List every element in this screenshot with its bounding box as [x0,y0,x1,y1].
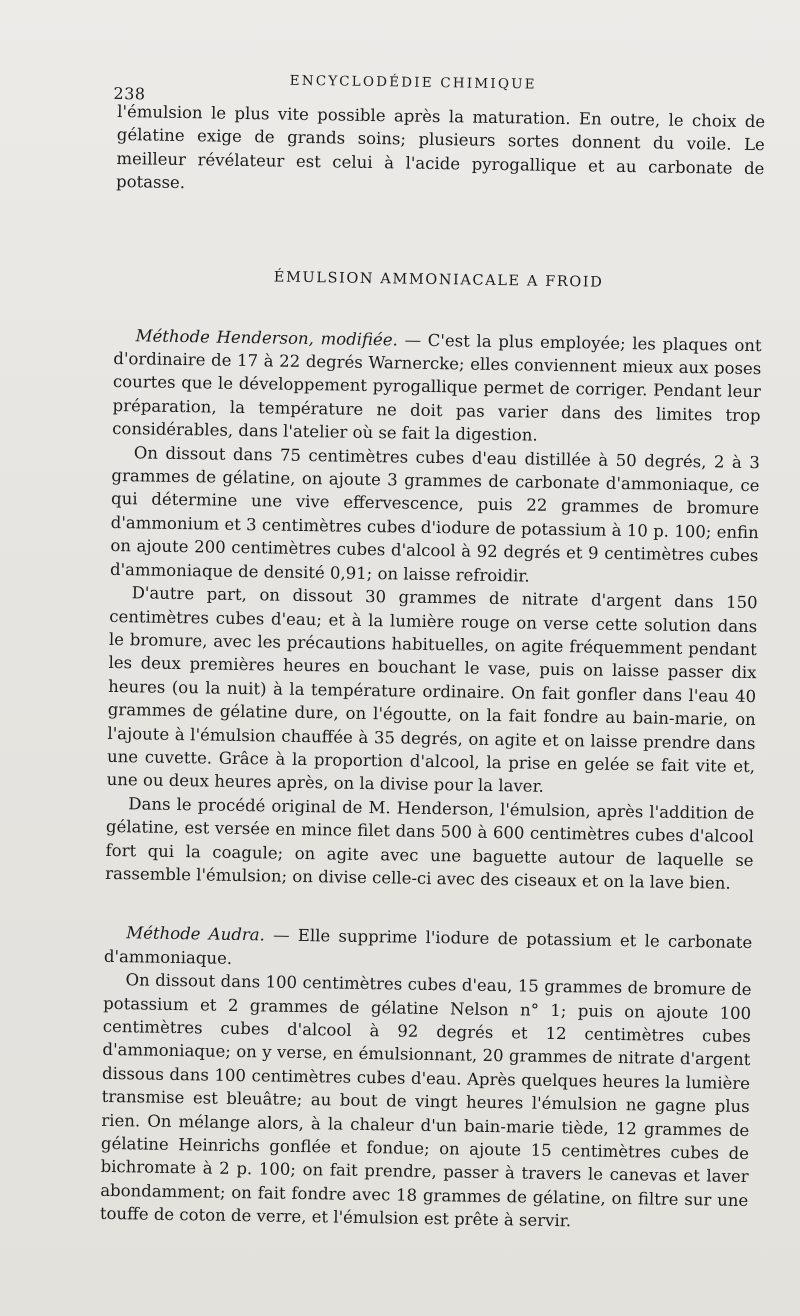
henderson-paragraph-1: On dissout dans 75 centimètres cubes d'eau distillée à 50 degrés, 2 à 3 grammes de gélatine, on ajoute 3 grammes de carbonate d'ammoniaque, ce qui détermine une vive effervescence, puis 22 grammes de bromure d'ammonium et 3 centimètres cubes d'iodure de potassium à 10 p. 100; enfin on ajoute 200 centimètres cubes d'alcool à 92 degrés et 9 centimètres cubes d'ammoniaque de densité 0,91; on laisse refroidir. [109,442,760,586]
audra-method-name: Méthode Audra. [126,923,265,945]
book-page [100,62,766,1236]
henderson-intro-paragraph [112,324,762,451]
henderson-paragraph-2: D'autre part, on dissout 30 grammes de nitrate d'argent dans 150 centimètres cubes d'eau; et à la lumière rouge on verse cette solution dans le bromure, avec les précautions habituelles, on agite fréquemment pendant les deux premières heures en bouchant le vase, puis on laisse passer dix heures (ou la nuit) à la température ordinaire. On fait gonfler dans l'eau 40 grammes de gélatine dure, on l'égoutte, on la fait fondre au bain-marie, on l'ajoute à l'émulsion chauffée à 35 degrés, on agite et on laisse prendre dans une cuvette. Grâce à la proportion d'alcool, la prise en gelée se fait vite et, une ou deux heures après, on la divise pour la laver. [106,583,758,797]
page-number: 238 [113,83,146,104]
running-title: ENCYCLODÉDIE CHIMIQUE [289,72,537,93]
audra-intro-text: — Elle supprime l'iodure de potassium et le carbonate d'ammoniaque. [103,925,753,968]
audra-paragraph-1: On dissout dans 100 centimètres cubes d'eau, 15 grammes de bromure de potassium et 2 grammes de gélatine Nelson n° 1; puis on ajoute 100 centimètres cubes d'alcool à 92 degrés et 12 centimètres cubes d'ammoniaque; on y verse, en émulsionnant, 20 grammes de nitrate d'argent dissous dans 100 centimètres cubes d'eau. Après quelques heures la lumière transmise est bleuâtre; au bout de vingt heures l'émulsion ne gagne plus rien. On mélange alors, à la chaleur d'un bain-marie tiède, 12 grammes de gélatine Heinrichs gonflée et fondue; on ajoute 15 centimètres cubes de bichromate à 2 p. 100; on fait prendre, passer à travers le canevas et laver abondamment; on fait fondre avec 18 grammes de gélatine, on filtre sur une touffe de coton de verre, et l'émulsion est prête à servir. [99,970,752,1231]
henderson-intro-text: — C'est la plus employée; les plaques ont d'ordinaire de 17 à 22 degrés Warnercke; elles conviennent mieux aux poses courtes que le développement pyrogallique permet de corriger. Pendant leur préparation, la température ne doit pas varier dans des limites trop considérables, dans l'atelier où se fait la digestion. [112,330,762,445]
henderson-paragraph-3: Dans le procédé original de M. Henderson, l'émulsion, après l'addition de gélatine, est versée en mince filet dans 500 à 600 centimètres cubes d'alcool fort qui la coagule; on agite avec une baguette autour de laquelle se rassemble l'émulsion; on divise celle-ci avec des ciseaux et on la lave bien. [105,794,755,893]
section-title: ÉMULSION AMMONIACALE A FROID [273,269,604,291]
henderson-method-name: Méthode Henderson, modifiée. [135,325,398,350]
intro-paragraph: l'émulsion le plus vite possible après la maturation. En outre, le choix de gélatine exige de grands soins; plusieurs sortes donnent du voile. Le meilleur révélateur est celui à l'acide pyrogallique et au carbonate de potasse. [115,101,766,193]
